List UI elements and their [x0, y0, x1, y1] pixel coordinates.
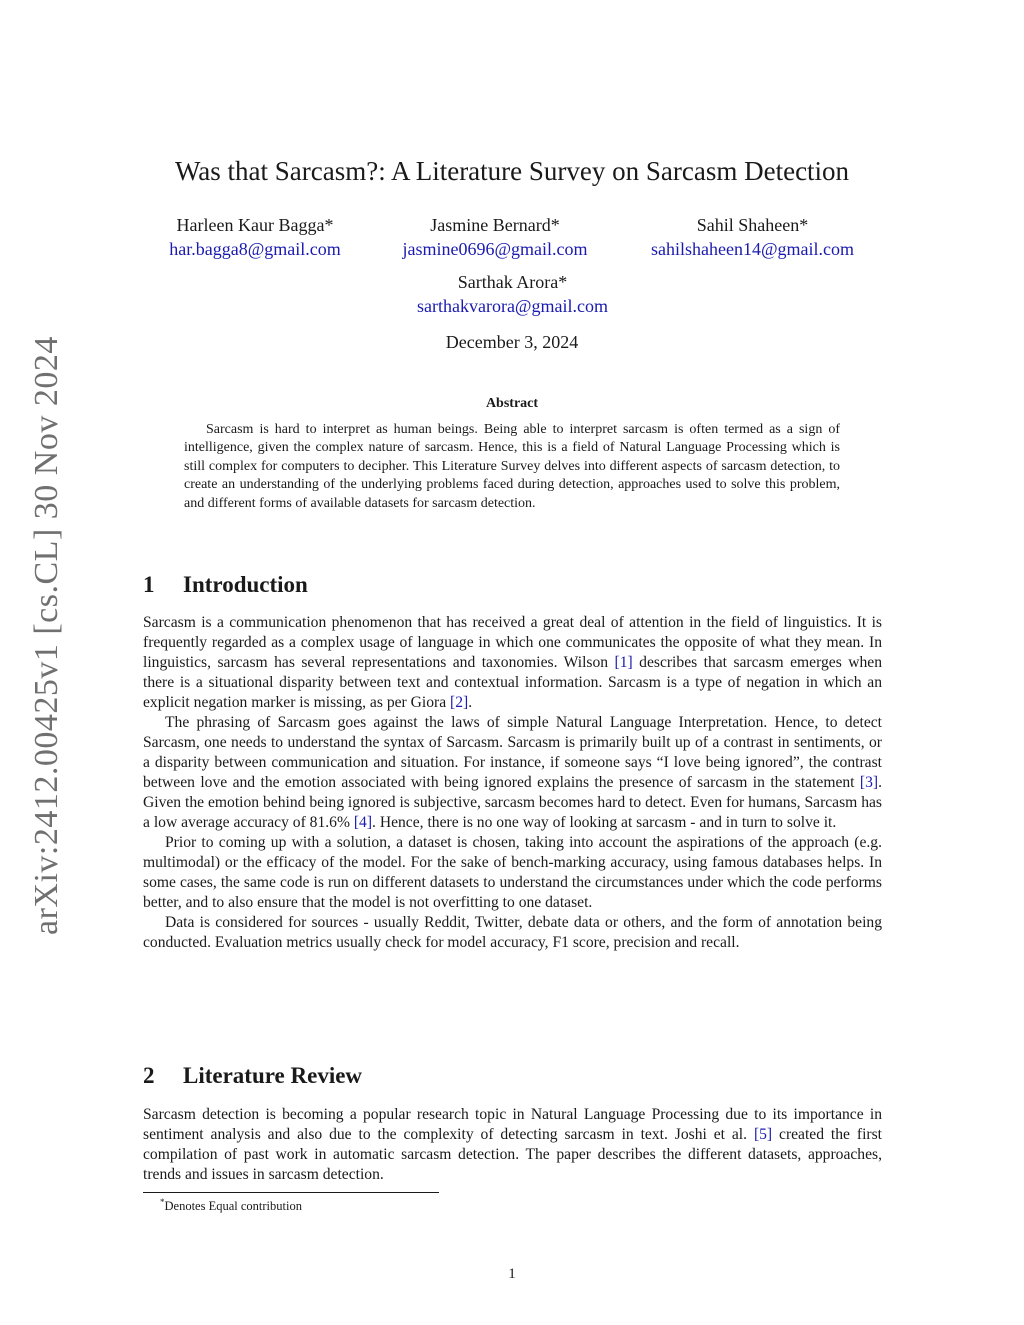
- introduction-body: [143, 613, 882, 953]
- section-heading-literature-review: [143, 1063, 362, 1089]
- author-name: Sarthak Arora*: [457, 272, 568, 292]
- paragraph-text: . Hence, there is no one way of looking at sarcasm - and in turn to solve it.: [372, 814, 837, 831]
- section-title: Literature Review: [183, 1063, 363, 1088]
- paragraph-text: describes that sarcasm emerges when there is a situational disparity between text and contextual information. Sarcasm is a type of negation in which an explicit negation marker is missing, as per Giora: [143, 654, 882, 711]
- footnote: [160, 1197, 302, 1214]
- publication-date: December 3, 2024: [445, 332, 579, 352]
- paragraph-text: The phrasing of Sarcasm goes against the laws of simple Natural Language Interpretation. Hence, to detect Sarcasm, one needs to understand the syntax of Sarcasm. Sarcasm is primarily built up of a contrast in sentiments, or a disparity between communication and situation. For instance, if someone says “I love being ignored”, the contrast between love and the emotion associated with being ignored explains the presence of sarcasm in the statement: [143, 714, 882, 791]
- arxiv-identifier: arXiv:2412.00425v1 [cs.CL] 30 Nov 2024: [28, 336, 65, 935]
- author-block: [630, 213, 875, 261]
- section-heading-introduction: [143, 572, 308, 598]
- citation-link[interactable]: [3]: [859, 774, 879, 791]
- paragraph: Prior to coming up with a solution, a dataset is chosen, taking into account the aspirations of the approach (e.g. multimodal) or the efficacy of the model. For the sake of bench-marking accuracy, using famous databases helps. In some cases, the same code is run on different datasets to understand the circumstances under which the code performs better, and to also ensure that the model is not overfitting to one dataset.: [143, 834, 882, 911]
- paragraph-text: .: [468, 694, 473, 711]
- paragraph: [143, 613, 882, 713]
- author-name: Jasmine Bernard*: [430, 215, 560, 235]
- paragraph-text: created the first compilation of past work in automatic sarcasm detection. The paper describes the different datasets, approaches, trends and issues in sarcasm detection.: [143, 1126, 882, 1183]
- author-block: [390, 270, 635, 318]
- paragraph: [143, 1105, 882, 1185]
- literature-review-body: [143, 1105, 882, 1185]
- author-name: Sahil Shaheen*: [696, 215, 809, 235]
- paragraph-text: . Given the emotion behind being ignored is subjective, sarcasm becomes hard to detect. Even for humans, Sarcasm has a low average accuracy of 81.6%: [143, 774, 882, 831]
- author-block: [380, 213, 610, 261]
- citation-link[interactable]: [1]: [614, 654, 633, 671]
- footnote-divider: [143, 1192, 439, 1193]
- paragraph: Data is considered for sources - usually Reddit, Twitter, debate data or others, and the form of annotation being conducted. Evaluation metrics usually check for model accuracy, F1 score, precision and recall.: [143, 914, 882, 951]
- paragraph-text: Sarcasm is a communication phenomenon that has received a great deal of attention in the field of linguistics. It is frequently regarded as a complex usage of language in which one communicates the opposite of what they mean. In linguistics, sarcasm has several representations and taxonomies. Wilson: [143, 614, 882, 671]
- author-block: [140, 213, 370, 261]
- citation-link[interactable]: [2]: [450, 694, 469, 711]
- paragraph: [143, 713, 882, 833]
- section-number: 1: [143, 572, 155, 597]
- author-email-link[interactable]: jasmine0696@gmail.com: [402, 239, 588, 259]
- abstract-heading: Abstract: [485, 396, 539, 411]
- author-email-link[interactable]: sahilshaheen14@gmail.com: [650, 239, 855, 259]
- citation-link[interactable]: [5]: [753, 1126, 773, 1143]
- citation-link[interactable]: [4]: [353, 814, 373, 831]
- footnote-mark: *: [160, 1197, 165, 1207]
- author-email-link[interactable]: sarthakvarora@gmail.com: [416, 296, 608, 316]
- footnote-text: Denotes Equal contribution: [164, 1199, 302, 1214]
- page-number: 1: [508, 1266, 516, 1282]
- section-number: 2: [143, 1063, 155, 1088]
- section-title: Introduction: [183, 572, 308, 597]
- author-email-link[interactable]: har.bagga8@gmail.com: [169, 239, 341, 259]
- paragraph-text: Sarcasm detection is becoming a popular research topic in Natural Language Processing due to its importance in sentiment analysis and also due to the complexity of detecting sarcasm in text. Joshi et al.: [143, 1106, 882, 1143]
- paper-title: Was that Sarcasm?: A Literature Survey on Sarcasm Detection: [174, 156, 850, 186]
- author-name: Harleen Kaur Bagga*: [176, 215, 334, 235]
- abstract-text: Sarcasm is hard to interpret as human beings. Being able to interpret sarcasm is often termed as a sign of intelligence, given the complex nature of sarcasm. Hence, this is a field of Natural Language Processing which is still complex for computers to decipher. This Literature Survey delves into different aspects of sarcasm detection, to create an understanding of the underlying problems faced during detection, approaches used to solve this problem, and different forms of available datasets for sarcasm detection.: [184, 422, 840, 511]
